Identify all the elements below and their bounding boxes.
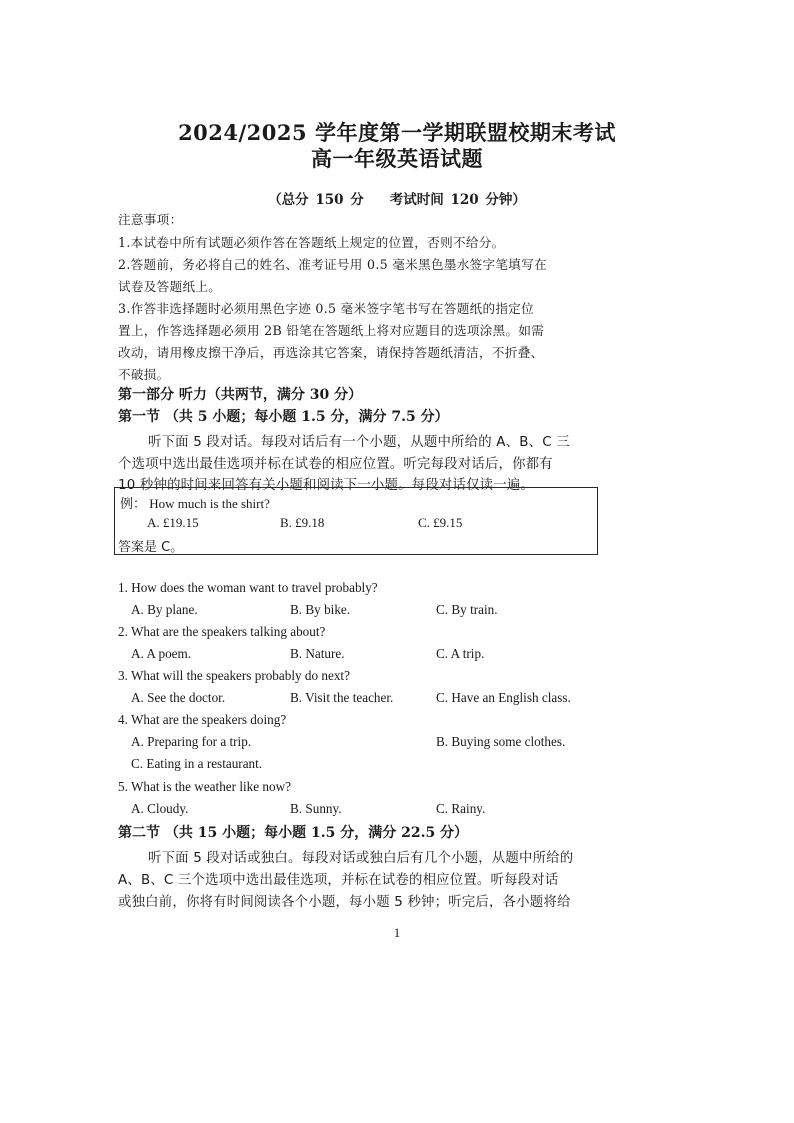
- example-answer: 答案是 C。: [118, 540, 184, 555]
- note-line: 2.答题前，务必将自己的姓名、准考证号用 0.5 毫米黑色墨水签字笔填写在: [118, 257, 547, 272]
- example-question: 例： How much is the shirt?: [120, 496, 270, 511]
- example-option-c: C. £9.15: [418, 515, 463, 530]
- question-2-option-a: A. A poem.: [131, 646, 192, 661]
- question-1-option-a: A. By plane.: [131, 602, 198, 617]
- note-line: 改动，请用橡皮擦干净后，再选涂其它答案，请保持答题纸清洁，不折叠、: [118, 345, 544, 360]
- note-line: 3.作答非选择题时必须用黑色字迹 0.5 毫米签字笔书写在答题纸的指定位: [118, 301, 535, 316]
- question-2-option-c: C. A trip.: [436, 646, 485, 661]
- section2-instructions: A、B、C 三个选项中选出最佳选项，并标在试卷的相应位置。听每段对话: [118, 873, 559, 888]
- question-2-option-b: B. Nature.: [290, 646, 345, 661]
- section1-instructions: 听下面 5 段对话。每段对话后有一个小题，从题中所给的 A、B、C 三: [148, 435, 570, 450]
- page-number: 1: [393, 925, 401, 940]
- question-5-option-c: C. Rainy.: [436, 801, 486, 816]
- section1-instructions: 10 秒钟的时间来回答有关小题和阅读下一小题。每段对话仅读一遍。: [118, 478, 535, 493]
- question-1: 1. How does the woman want to travel probably?: [118, 580, 378, 595]
- question-4-option-a: A. Preparing for a trip.: [131, 734, 252, 749]
- note-line: 试卷及答题纸上。: [118, 279, 222, 294]
- exam-time: 考试时间 120 分钟）: [389, 192, 526, 208]
- question-2: 2. What are the speakers talking about?: [118, 624, 326, 639]
- part1-heading: 第一部分 听力（共两节，满分 30 分）: [118, 387, 363, 403]
- note-line: 1.本试卷中所有试题必须作答在答题纸上规定的位置，否则不给分。: [118, 235, 505, 250]
- total-score: （总分 150 分: [268, 192, 364, 208]
- question-4-option-c: C. Eating in a restaurant.: [131, 756, 263, 771]
- question-5-option-a: A. Cloudy.: [131, 801, 189, 816]
- question-3-option-c: C. Have an English class.: [436, 690, 571, 705]
- note-line: 不破损。: [118, 367, 170, 382]
- question-1-option-c: C. By train.: [436, 602, 498, 617]
- question-3-option-a: A. See the doctor.: [131, 690, 226, 705]
- example-option-a: A. £19.15: [147, 515, 199, 530]
- question-3: 3. What will the speakers probably do next?: [118, 668, 350, 683]
- example-option-b: B. £9.18: [280, 515, 325, 530]
- exam-subtitle: 高一年级英语试题: [311, 146, 483, 171]
- exam-meta: [0, 188, 794, 208]
- section2-instructions: 或独白前，你将有时间阅读各个小题，每小题 5 秒钟；听完后，各小题将给: [118, 895, 571, 910]
- question-5: 5. What is the weather like now?: [118, 779, 291, 794]
- section1-heading: 第一节 （共 5 小题；每小题 1.5 分，满分 7.5 分）: [118, 409, 449, 425]
- section1-instructions: 个选项中选出最佳选项并标在试卷的相应位置。听完每段对话后，你都有: [118, 457, 553, 472]
- notes-heading: 注意事项：: [118, 212, 183, 227]
- question-1-option-b: B. By bike.: [290, 602, 351, 617]
- question-4: 4. What are the speakers doing?: [118, 712, 287, 727]
- question-3-option-b: B. Visit the teacher.: [290, 690, 394, 705]
- section2-heading: 第二节 （共 15 小题；每小题 1.5 分，满分 22.5 分）: [118, 825, 469, 841]
- exam-title: 2024/2025 学年度第一学期联盟校期末考试: [178, 120, 616, 145]
- note-line: 置上，作答选择题必须用 2B 铅笔在答题纸上将对应题目的选项涂黑。如需: [118, 323, 545, 338]
- question-4-option-b: B. Buying some clothes.: [436, 734, 566, 749]
- question-5-option-b: B. Sunny.: [290, 801, 342, 816]
- section2-instructions: 听下面 5 段对话或独白。每段对话或独白后有几个小题，从题中所给的: [148, 851, 574, 866]
